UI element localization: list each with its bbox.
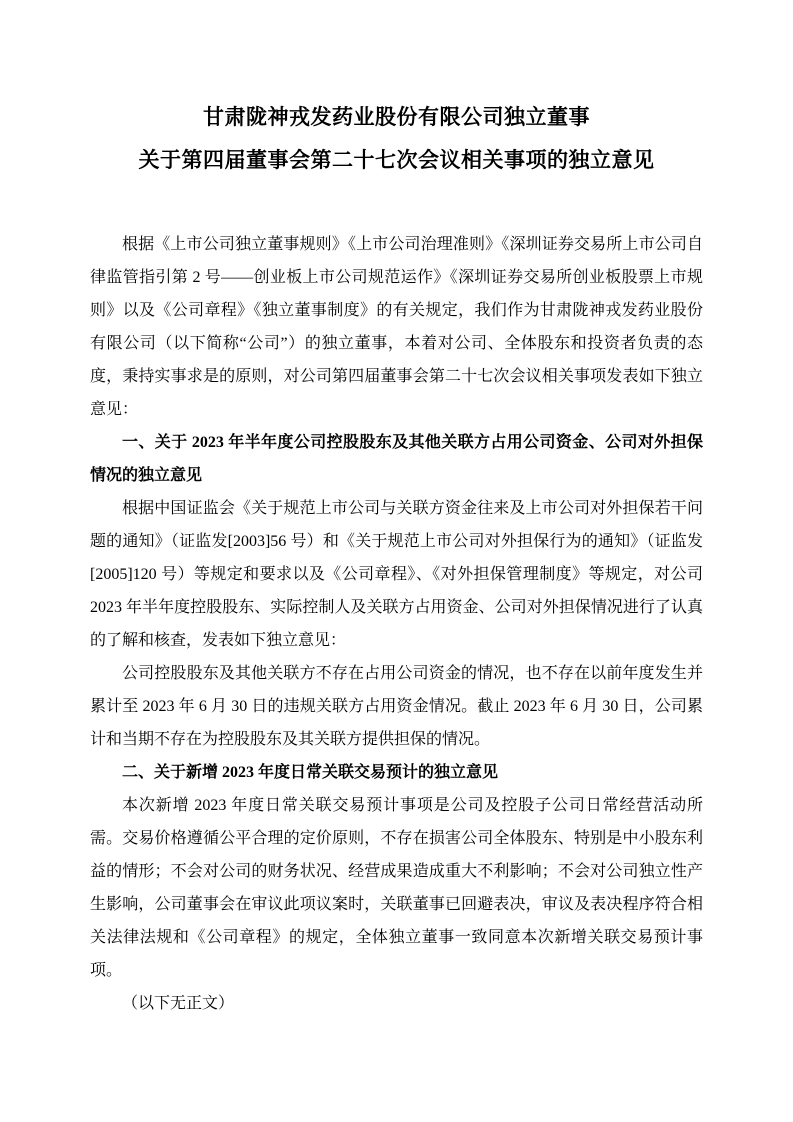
- doc-title-line-1: 甘肃陇神戎发药业股份有限公司独立董事: [203, 105, 590, 129]
- section-1-paragraph-basis: 根据中国证监会《关于规范上市公司与关联方资金往来及上市公司对外担保若干问题的通知》（证监发[2003]56 号）和《关于规范上市公司对外担保行为的通知》（证监发[2005]120 号）等规定和要求以及《公司章程》、《对外担保管理制度》等规定，对公司 2023 年半年度控股股东、实际控制人及关联方占用资金、公司对外担保情况进行了认真的了解和核查，发表如下独立意见：: [90, 500, 703, 649]
- section-2-paragraph-opinion: 本次新增 2023 年度日常关联交易预计事项是公司及控股子公司日常经营活动所需。交易价格遵循公平合理的定价原则，不存在损害公司全体股东、特别是中小股东利益的情形；不会对公司的财务状况、经营成果造成重大不利影响；不会对公司独立性产生影响，公司董事会在审议此项议案时，关联董事已回避表决，审议及表决程序符合相关法律法规和《公司章程》的规定，全体独立董事一致同意本次新增关联交易预计事项。: [90, 797, 703, 979]
- no-more-text-note: （以下无正文）: [122, 995, 235, 1012]
- doc-title-line-2: 关于第四届董事会第二十七次会议相关事项的独立意见: [138, 148, 655, 172]
- section-2-heading: 二、关于新增 2023 年度日常关联交易预计的独立意见: [122, 764, 499, 781]
- section-1-heading: 一、关于 2023 年半年度公司控股股东及其他关联方占用公司资金、公司对外担保情况的独立意见: [90, 434, 703, 484]
- document-title: [90, 96, 703, 182]
- section-1-paragraph-opinion: 公司控股股东及其他关联方不存在占用公司资金的情况，也不存在以前年度发生并累计至 2023 年 6 月 30 日的违规关联方占用资金情况。截止 2023 年 6 月 30 日，公司累计和当期不存在为控股股东及其关联方提供担保的情况。: [90, 665, 703, 748]
- paragraph-basis-intro: 根据《上市公司独立董事规则》《上市公司治理准则》《深圳证券交易所上市公司自律监管指引第 2 号——创业板上市公司规范运作》《深圳证券交易所创业板股票上市规则》以及《公司章程》《独立董事制度》的有关规定，我们作为甘肃陇神戎发药业股份有限公司（以下简称“公司”）的独立董事，本着对公司、全体股东和投资者负责的态度，秉持实事求是的原则，对公司第四届董事会第二十七次会议相关事项发表如下独立意见：: [90, 236, 703, 418]
